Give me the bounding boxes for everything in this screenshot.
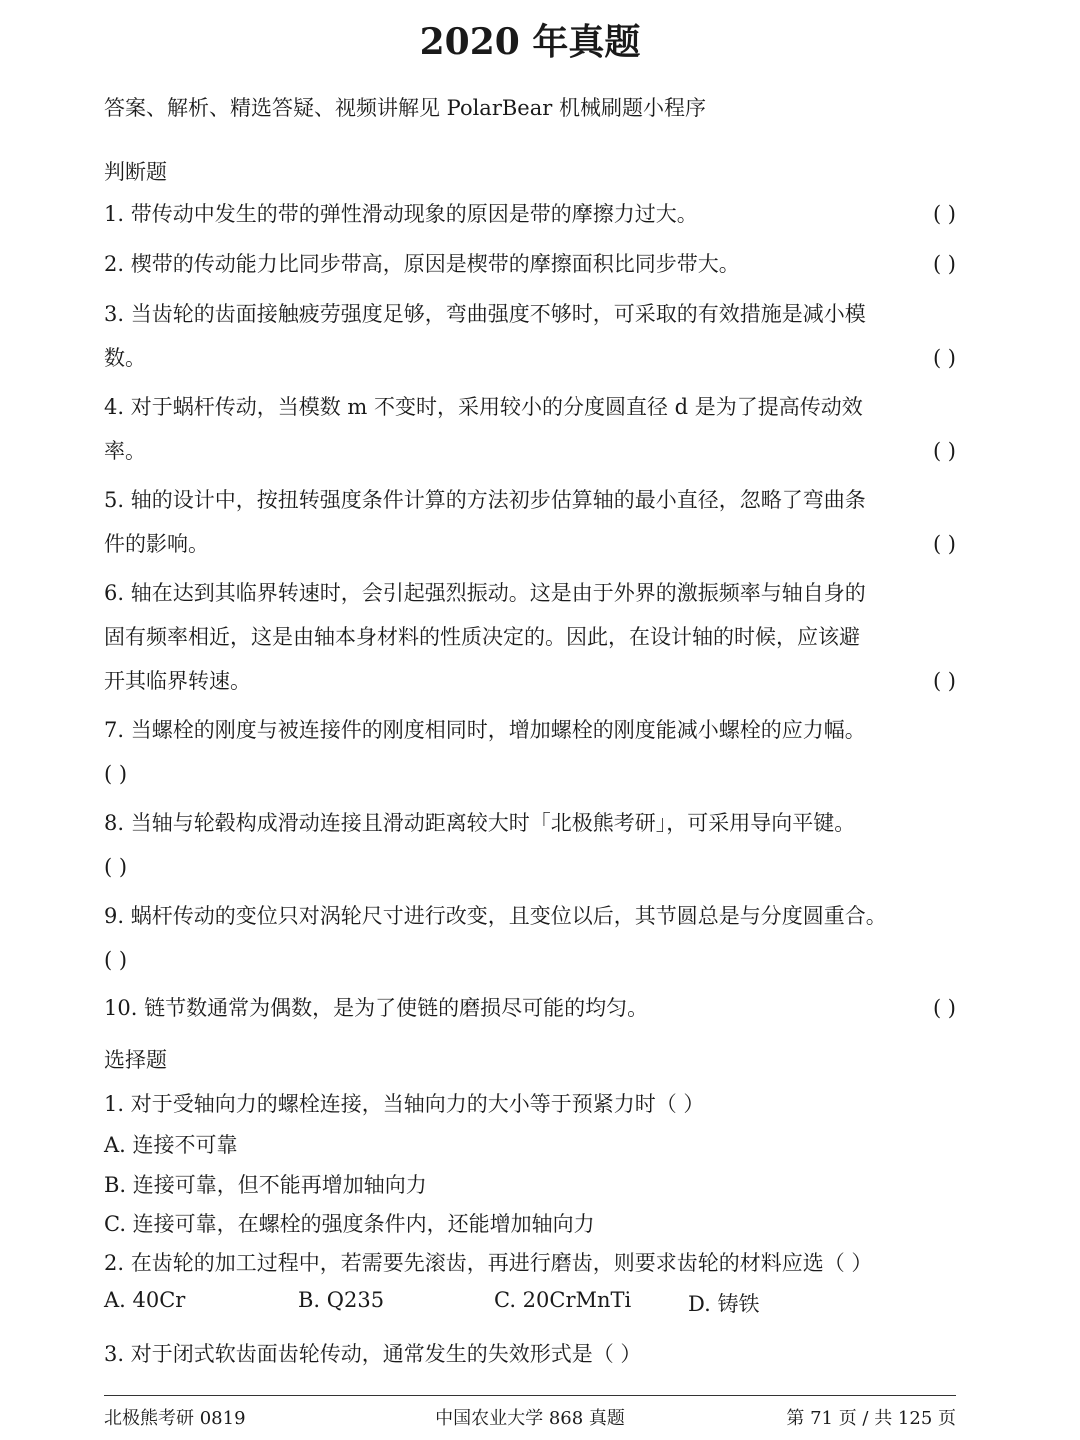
question-text-cont: 固有频率相近，这是由轴本身材料的性质决定的。因此，在设计轴的时候，应该避 <box>104 625 860 649</box>
footer-page-number: 第 71 页 / 共 125 页 <box>786 1408 956 1429</box>
footer-left: 北极熊考研 0819 <box>104 1408 246 1429</box>
question-text: 10. 链节数通常为偶数，是为了使链的磨损尽可能的均匀。 <box>104 996 649 1020</box>
question-text: 9. 蜗杆传动的变位只对涡轮尺寸进行改变，且变位以后，其节圆总是与分度圆重合。 <box>104 904 887 928</box>
choice-option-b: B. Q235 <box>298 1288 385 1312</box>
notice-text: 答案、解析、精选答疑、视频讲解见 PolarBear 机械刷题小程序 <box>104 96 706 120</box>
judgment-question-2 <box>104 242 956 286</box>
answer-blank: ( ) <box>932 439 956 463</box>
choice-option-b: B. 连接可靠，但不能再增加轴向力 <box>104 1173 427 1197</box>
choice-question-2: 2. 在齿轮的加工过程中，若需要先滚齿，再进行磨齿，则要求齿轮的材料应选（ ） <box>104 1251 873 1275</box>
answer-blank: ( ) <box>932 532 956 556</box>
question-text: 7. 当螺栓的刚度与被连接件的刚度相同时，增加螺栓的刚度能减小螺栓的应力幅。 <box>104 718 866 742</box>
question-text: 3. 当齿轮的齿面接触疲劳强度足够，弯曲强度不够时，可采取的有效措施是减小模 <box>104 302 866 326</box>
choice-question-3: 3. 对于闭式软齿面齿轮传动，通常发生的失效形式是（ ） <box>104 1342 642 1366</box>
judgment-question-1 <box>104 192 956 236</box>
question-text: 1. 带传动中发生的带的弹性滑动现象的原因是带的摩擦力过大。 <box>104 202 698 226</box>
footer-divider <box>104 1395 956 1396</box>
page-title: 2020 年真题 <box>419 21 641 63</box>
choice-option-a: A. 40Cr <box>104 1288 186 1312</box>
answer-blank: ( ) <box>932 346 956 370</box>
choice-option-c: C. 连接可靠，在螺栓的强度条件内，还能增加轴向力 <box>104 1212 595 1236</box>
judgment-question-8 <box>104 801 956 889</box>
question-text-cont: 开其临界转速。 <box>104 669 251 693</box>
judgment-question-3 <box>104 292 956 380</box>
answer-blank: ( ) <box>932 669 956 693</box>
choice-question-1: 1. 对于受轴向力的螺栓连接，当轴向力的大小等于预紧力时（ ） <box>104 1092 705 1116</box>
judgment-question-9 <box>104 894 956 982</box>
question-text: 8. 当轴与轮毂构成滑动连接且滑动距离较大时「北极熊考研」，可采用导向平键。 <box>104 811 856 835</box>
answer-blank: ( ) <box>932 202 956 226</box>
answer-blank: ( ) <box>104 948 128 972</box>
judgment-question-4 <box>104 385 956 473</box>
page-footer <box>104 1404 956 1434</box>
question-text: 4. 对于蜗杆传动，当模数 m 不变时，采用较小的分度圆直径 d 是为了提高传动效 <box>104 395 863 419</box>
question-text-cont: 率。 <box>104 439 146 463</box>
judgment-question-5 <box>104 478 956 566</box>
question-text: 6. 轴在达到其临界转速时，会引起强烈振动。这是由于外界的激振频率与轴自身的 <box>104 581 866 605</box>
answer-blank: ( ) <box>104 855 128 879</box>
question-text-cont: 数。 <box>104 346 146 370</box>
question-text-cont: 件的影响。 <box>104 532 209 556</box>
judgment-question-10 <box>104 986 956 1030</box>
question-text: 2. 楔带的传动能力比同步带高，原因是楔带的摩擦面积比同步带大。 <box>104 252 740 276</box>
choice-option-a: A. 连接不可靠 <box>104 1133 238 1157</box>
choice-option-d: D. 铸铁 <box>688 1292 760 1316</box>
judgment-question-6 <box>104 571 956 703</box>
choice-option-c: C. 20CrMnTi <box>494 1288 632 1312</box>
answer-blank: ( ) <box>932 996 956 1020</box>
choice-heading: 选择题 <box>104 1048 167 1072</box>
question-text: 5. 轴的设计中，按扭转强度条件计算的方法初步估算轴的最小直径，忽略了弯曲条 <box>104 488 866 512</box>
answer-blank: ( ) <box>104 762 128 786</box>
answer-blank: ( ) <box>932 252 956 276</box>
judgment-heading: 判断题 <box>104 160 167 184</box>
judgment-question-7 <box>104 708 956 796</box>
footer-center: 中国农业大学 868 真题 <box>435 1408 625 1429</box>
